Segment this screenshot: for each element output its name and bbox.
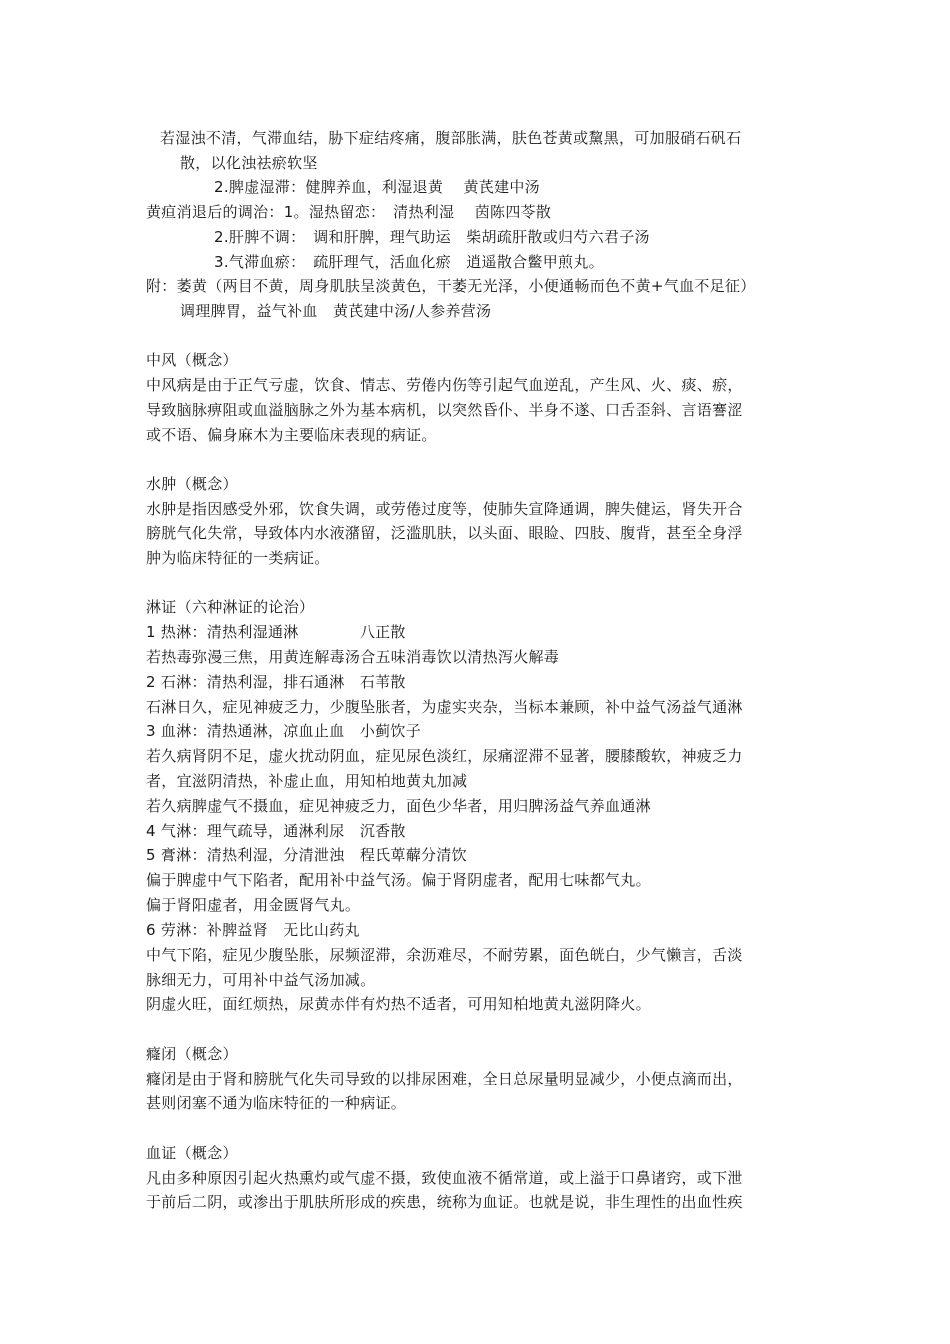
text-line: 5 膏淋：清热利湿，分清泄浊 程氏萆薢分清饮 <box>146 846 467 864</box>
section-heading: 水肿（概念） <box>146 475 238 493</box>
section-heading: 淋证（六种淋证的论治） <box>146 598 315 616</box>
text-line: 偏于肾阳虚者，用金匮肾气丸。 <box>146 896 361 914</box>
text-line: 中气下陷，症见少腹坠胀，尿频涩滞，余沥难尽，不耐劳累，面色㿠白，少气懒言，舌淡 <box>146 946 743 964</box>
text-line: 石淋日久，症见神疲乏力，少腹坠胀者，为虚实夹杂，当标本兼顾，补中益气汤益气通淋 <box>146 698 743 716</box>
text-line: 肿为临床特征的一类病证。 <box>146 549 330 567</box>
text-line: 附：萎黄（两目不黄，周身肌肤呈淡黄色，干萎无光泽，小便通畅而色不黄+气血不足征） <box>146 277 756 295</box>
section-heading: 血证（概念） <box>146 1144 238 1162</box>
text-line: 6 劳淋：补脾益肾 无比山药丸 <box>146 921 360 939</box>
section-heading: 中风（概念） <box>146 351 238 369</box>
text-line: 脉细无力，可用补中益气汤加减。 <box>146 971 376 989</box>
text-line: 若久病肾阴不足，虚火扰动阴血，症见尿色淡红，尿痛涩滞不显著，腰膝酸软，神疲乏力 <box>146 747 743 765</box>
text-line: 癃闭是由于肾和膀胱气化失司导致的以排尿困难，全日总尿量明显减少，小便点滴而出， <box>146 1070 743 1088</box>
text-line: 散，以化浊祛瘀软坚 <box>180 154 318 172</box>
text-line: 2.脾虚湿滞：健脾养血，利湿退黄 黄芪建中汤 <box>214 178 540 196</box>
text-line: 中风病是由于正气亏虚，饮食、情志、劳倦内伤等引起气血逆乱，产生风、火、痰、瘀， <box>146 376 743 394</box>
text-line: 偏于脾虚中气下陷者，配用补中益气汤。偏于肾阴虚者，配用七味都气丸。 <box>146 871 651 889</box>
text-line: 2.肝脾不调： 调和肝脾，理气助运 柴胡疏肝散或归芍六君子汤 <box>214 228 650 246</box>
text-line: 若热毒弥漫三焦，用黄连解毒汤合五味消毒饮以清热泻火解毒 <box>146 648 560 666</box>
text-line: 者，宜滋阴清热，补虚止血，用知柏地黄丸加减 <box>146 772 468 790</box>
text-line: 4 气淋：理气疏导，通淋利尿 沉香散 <box>146 822 406 840</box>
text-line: 于前后二阴，或渗出于肌肤所形成的疾患，统称为血证。也就是说，非生理性的出血性疾 <box>146 1193 743 1211</box>
text-line: 水肿是指因感受外邪，饮食失调，或劳倦过度等，使肺失宣降通调，脾失健运，肾失开合 <box>146 500 743 518</box>
text-line: 2 石淋：清热利湿，排石通淋 石苇散 <box>146 673 406 691</box>
text-line: 凡由多种原因引起火热熏灼或气虚不摄，致使血液不循常道，或上溢于口鼻诸窍，或下泄 <box>146 1169 743 1187</box>
text-line: 调理脾胃，益气补血 黄芪建中汤/人参养营汤 <box>180 302 492 320</box>
text-line: 膀胱气化失常，导致体内水液潴留，泛滥肌肤，以头面、眼睑、四肢、腹背，甚至全身浮 <box>146 524 743 542</box>
text-line: 阴虚火旺，面红烦热，尿黄赤伴有灼热不适者，可用知柏地黄丸滋阴降火。 <box>146 995 651 1013</box>
text-line: 若久病脾虚气不摄血，症见神疲乏力，面色少华者，用归脾汤益气养血通淋 <box>146 797 651 815</box>
text-line: 若湿浊不清，气滞血结，胁下症结疼痛，腹部胀满，肤色苍黄或黧黑，可加服硝石矾石 <box>160 129 742 147</box>
text-line: 3.气滞血瘀： 疏肝理气，活血化瘀 逍遥散合鳖甲煎丸。 <box>214 253 604 271</box>
section-heading: 癃闭（概念） <box>146 1045 238 1063</box>
text-line: 甚则闭塞不通为临床特征的一种病证。 <box>146 1094 407 1112</box>
text-line: 导致脑脉痹阻或血溢脑脉之外为基本病机，以突然昏仆、半身不遂、口舌歪斜、言语謇涩 <box>146 401 743 419</box>
text-line: 或不语、偏身麻木为主要临床表现的病证。 <box>146 426 437 444</box>
text-line: 1 热淋：清热利湿通淋 八正散 <box>146 623 406 641</box>
text-line: 黄疸消退后的调治：1。湿热留恋： 清热利湿 茵陈四苓散 <box>146 203 552 221</box>
text-line: 3 血淋：清热通淋，凉血止血 小蓟饮子 <box>146 722 422 740</box>
